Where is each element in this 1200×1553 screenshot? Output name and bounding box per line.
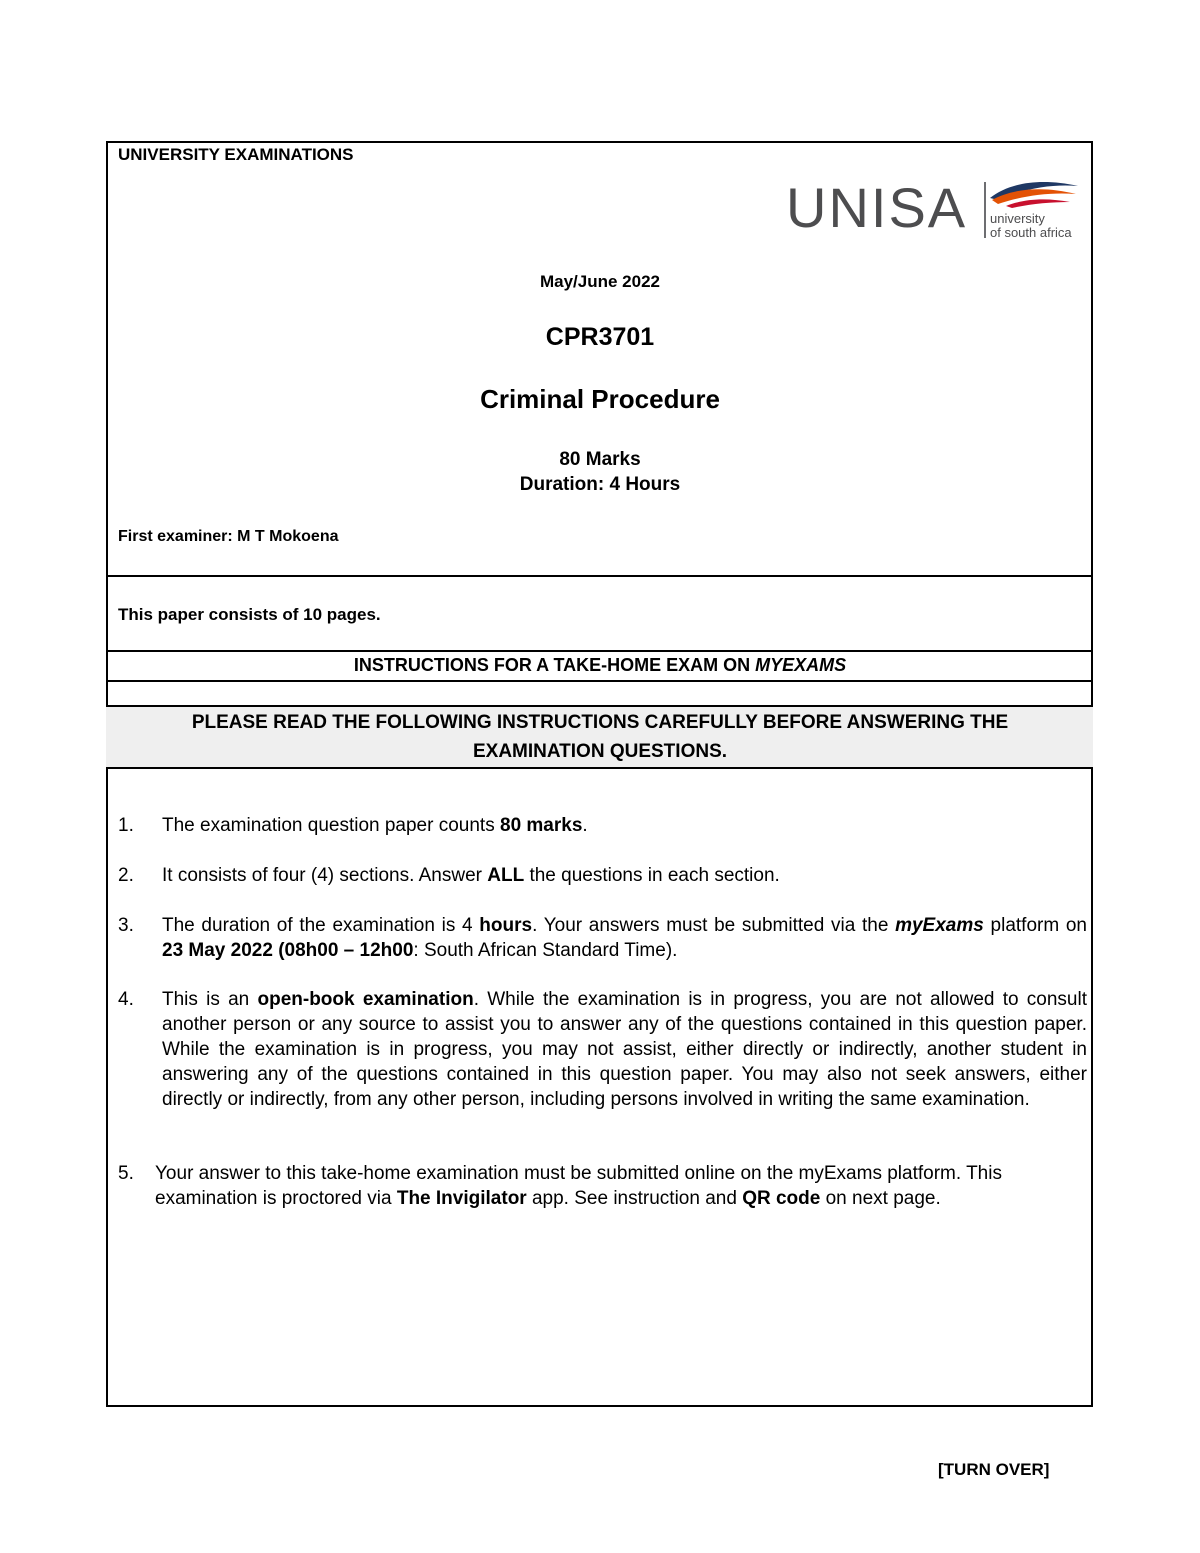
- instructions-heading-emphasis: MYEXAMS: [755, 655, 847, 675]
- divider: [106, 575, 1093, 577]
- instructions-heading: [0, 655, 1200, 676]
- text-run: open-book examination: [257, 989, 474, 1010]
- unisa-logo: [786, 176, 1086, 246]
- divider: [106, 650, 1093, 652]
- page-count-note: This paper consists of 10 pages.: [118, 605, 381, 624]
- logo-subtitle-line-2: of south africa: [990, 225, 1072, 240]
- text-run: Your answer to this take-home examination must be submitted online on the myExams platform. This examination is proctored via: [155, 1163, 1002, 1209]
- first-examiner: First examiner: M T Mokoena: [118, 528, 339, 545]
- text-run: platform on: [983, 915, 1087, 936]
- text-run: myExams: [895, 915, 984, 936]
- total-marks: 80 Marks: [559, 449, 641, 470]
- item-number: 4.: [118, 989, 134, 1010]
- instructions-heading-prefix: INSTRUCTIONS FOR A TAKE-HOME EXAM ON: [353, 655, 756, 675]
- divider: [106, 705, 1093, 707]
- text-run: on next page.: [820, 1188, 941, 1209]
- text-run: The duration of the examination is 4: [162, 915, 480, 936]
- item-number: 5.: [118, 1163, 134, 1184]
- module-code: CPR3701: [545, 323, 655, 351]
- text-run: app. See instruction and: [526, 1188, 743, 1209]
- please-read-line-1: PLEASE READ THE FOLLOWING INSTRUCTIONS CAREFULLY BEFORE ANSWERING THE: [191, 712, 1009, 733]
- item-number: 1.: [118, 815, 134, 836]
- divider: [106, 680, 1093, 682]
- text-run: . Your answers must be submitted via the: [532, 915, 896, 936]
- text-run: .: [582, 815, 588, 836]
- text-run: : South African Standard Time).: [413, 940, 678, 961]
- text-run: 23 May 2022 (08h00 – 12h00: [162, 940, 414, 961]
- exam-duration: Duration: 4 Hours: [519, 474, 681, 495]
- please-read-line-2: EXAMINATION QUESTIONS.: [472, 741, 728, 762]
- please-read-text: [0, 708, 1200, 766]
- item-text: [162, 987, 1087, 1112]
- text-run: the questions in each section.: [524, 865, 780, 886]
- text-run: . While the examination is in progress, you are not allowed to consult another person or any source to assist you to answer any of the questions contained in this question paper. While the examination is in progress, you may not assist, either directly or indirectly, another student in answering any of the questions contained in this question paper. You may also not seek answers, either directly or indirectly, from any other person, including persons involved in writing the same examination.: [162, 989, 1087, 1110]
- item-text: [162, 913, 1087, 963]
- item-text: [155, 1161, 1087, 1211]
- logo-subtitle-line-1: university: [990, 211, 1045, 226]
- text-run: hours: [479, 915, 533, 936]
- item-text: [162, 863, 1087, 888]
- text-run: ALL: [487, 865, 525, 886]
- university-examinations-label: UNIVERSITY EXAMINATIONS: [118, 145, 354, 164]
- unisa-bird-icon: [986, 176, 1082, 212]
- text-run: This is an: [162, 989, 258, 1010]
- text-run: The Invigilator: [396, 1188, 527, 1209]
- text-run: The examination question paper counts: [162, 815, 500, 836]
- turn-over-note: [TURN OVER]: [938, 1460, 1050, 1479]
- logo-subtitle: [990, 212, 1072, 240]
- text-run: 80 marks: [500, 815, 583, 836]
- item-number: 3.: [118, 915, 134, 936]
- text-run: QR code: [742, 1188, 821, 1209]
- item-number: 2.: [118, 865, 134, 886]
- text-run: It consists of four (4) sections. Answer: [162, 865, 488, 886]
- item-text: [162, 813, 1087, 838]
- module-title: Criminal Procedure: [480, 384, 720, 414]
- exam-session: May/June 2022: [539, 272, 660, 291]
- divider: [106, 767, 1093, 769]
- logo-wordmark: UNISA: [786, 176, 968, 239]
